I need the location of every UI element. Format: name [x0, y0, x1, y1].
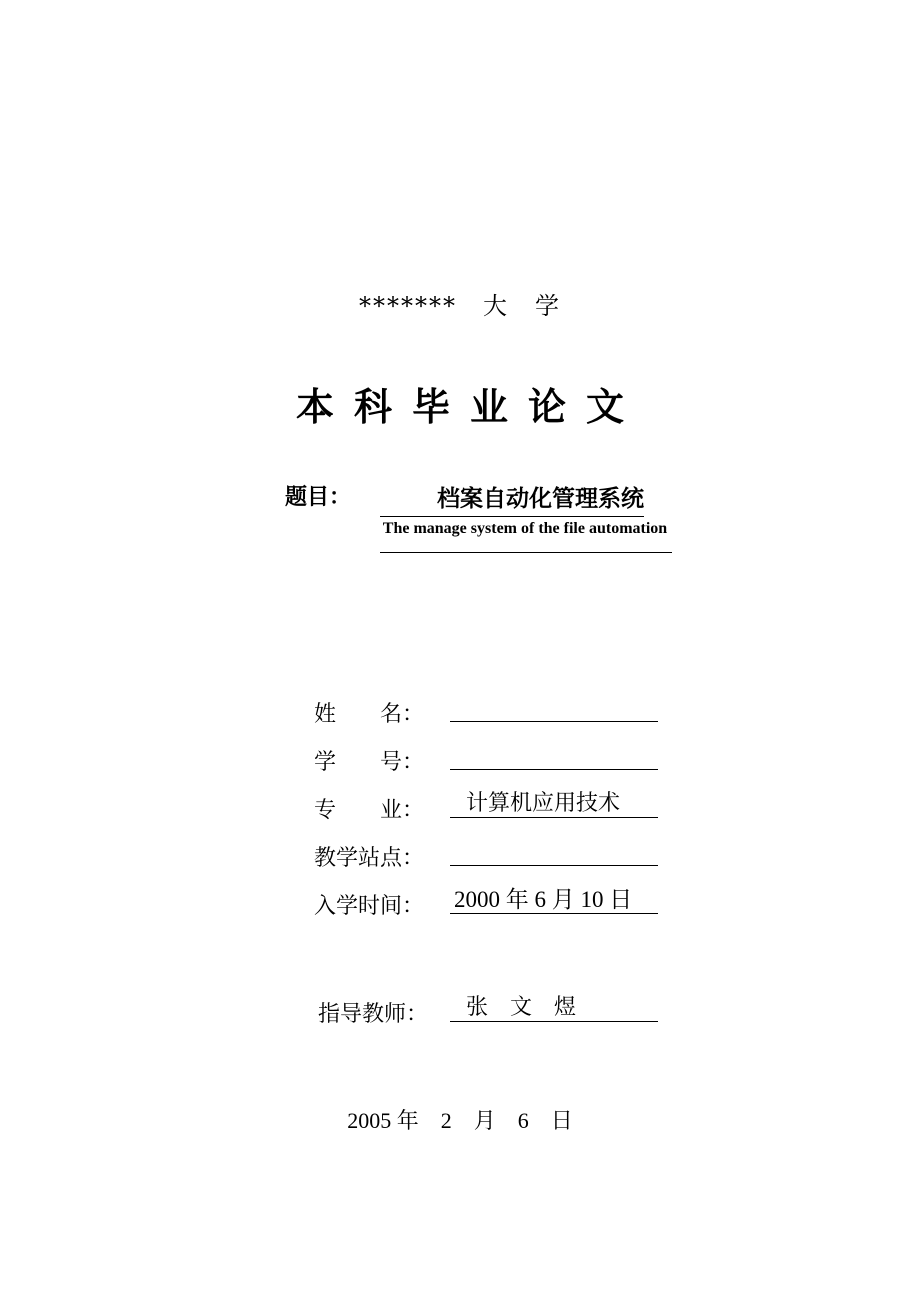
field-label-name: 姓 名： [314, 702, 425, 727]
field-label-major: 专 业： [314, 798, 425, 823]
field-label-student-id: 学 号： [314, 750, 425, 775]
field-value-major: 计算机应用技术 [450, 790, 658, 818]
thesis-type-heading: 本科毕业论文 [295, 385, 644, 429]
title-label: 题目： [285, 485, 352, 510]
thesis-title-english: The manage system of the file automation [382, 520, 668, 537]
advisor-label: 指导教师： [318, 1002, 429, 1027]
title-underline-top [380, 516, 644, 517]
thesis-title-chinese: 档案自动化管理系统 [437, 486, 644, 512]
field-value-name [450, 694, 658, 722]
field-label-teaching-site: 教学站点： [314, 846, 425, 871]
title-underline-bottom [380, 552, 672, 553]
university-name: ******* 大 学 [359, 292, 561, 320]
field-value-student-id [450, 742, 658, 770]
submission-date: 2005 年 2 月 6 日 [347, 1108, 573, 1133]
field-value-teaching-site [450, 838, 658, 866]
field-label-enrollment-date: 入学时间： [314, 894, 425, 919]
advisor-value: 张 文 煜 [450, 994, 658, 1022]
field-value-enrollment-date: 2000 年 6 月 10 日 [450, 886, 658, 914]
